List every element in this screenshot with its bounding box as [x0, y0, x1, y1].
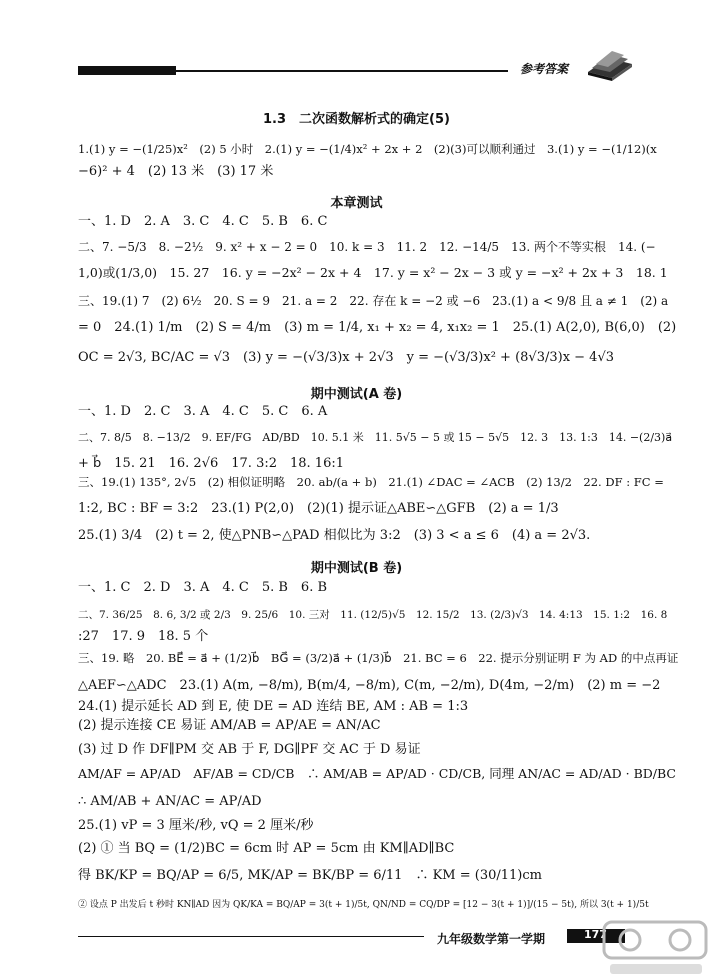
- answer-line: −6)² + 4 (2) 13 米 (3) 17 米: [78, 164, 274, 179]
- answer-line: ∴ AM/AB + AN/AC = AP/AD: [78, 794, 262, 809]
- section-title: 1.3 二次函数解析式的确定(5): [263, 112, 450, 127]
- answer-line: 二、7. 36/25 8. 6, 3/2 或 2/3 9. 25/6 10. 三对 11. (12/5)√5 12. 15/2 13. (2/3)√3 14. 4:13 15. 1:2 16. 8: [78, 609, 668, 621]
- footer-text: 九年级数学第一学期: [437, 932, 546, 946]
- section-title: 期中测试(B 卷): [310, 561, 403, 576]
- answer-line: △AEF∽△ADC 23.(1) A(m, −8/m), B(m/4, −8/m), C(m, −2/m), D(4m, −2/m) (2) m = −2: [78, 678, 661, 693]
- answer-line: + b⃗ 15. 21 16. 2√6 17. 3:2 18. 16:1: [78, 456, 344, 471]
- answer-line: 24.(1) 提示延长 AD 到 E, 使 DE = AD 连结 BE, AM : AB = 1:3: [78, 699, 469, 714]
- answer-line: (2) ① 当 BQ = (1/2)BC = 6cm 时 AP = 5cm 由 KM∥AD∥BC: [78, 841, 455, 856]
- answer-line: :27 17. 9 18. 5 个: [78, 629, 209, 644]
- answer-line: 1:2, BC : BF = 3:2 23.(1) P(2,0) (2)(1) 提示证△ABE∽△GFB (2) a = 1/3: [78, 501, 559, 516]
- answer-line: 得 BK/KP = BQ/AP = 6/5, MK/AP = BK/BP = 6/11 ∴ KM = (30/11)cm: [78, 868, 542, 883]
- answer-line: OC = 2√3, BC/AC = √3 (3) y = −(√3/3)x + 2√3 y = −(√3/3)x² + (8√3/3)x − 4√3: [78, 350, 615, 365]
- answer-line: 三、19.(1) 135°, 2√5 (2) 相似证明略 20. ab/(a + b) 21.(1) ∠DAC = ∠ACB (2) 13/2 22. DF : FC =: [78, 475, 664, 489]
- answer-line: 一、1. C 2. D 3. A 4. C 5. B 6. B: [78, 580, 328, 595]
- answer-line: AM/AF = AP/AD AF/AB = CD/CB ∴ AM/AB = AP/AD · CD/CB, 同理 AN/AC = AD/AD · BD/BC: [78, 766, 676, 781]
- answer-line: ② 设点 P 出发后 t 秒时 KN∥AD 因为 QK/KA = BQ/AP = 3(t + 1)/5t, QN/ND = CQ/DP = [12 − 3(t + 1)]/(15 − 5t), 所以 3(t + 1)/5t: [78, 900, 649, 910]
- section-title: 期中测试(A 卷): [310, 387, 403, 402]
- answer-line: 一、1. D 2. C 3. A 4. C 5. C 6. A: [78, 404, 328, 419]
- header-title: 参考答案: [520, 62, 569, 76]
- header-rule-thick: [78, 66, 176, 75]
- answer-line: = 0 24.(1) 1/m (2) S = 4/m (3) m = 1/4, x₁ + x₂ = 4, x₁x₂ = 1 25.(1) A(2,0), B(6,0) (2): [78, 320, 677, 335]
- answer-line: (2) 提示连接 CE 易证 AM/AB = AP/AE = AN/AC: [78, 718, 381, 733]
- answer-line: 1,0)或(1/3,0) 15. 27 16. y = −2x² − 2x + 4 17. y = x² − 2x − 3 或 y = −x² + 2x + 3 18. 1: [78, 265, 668, 280]
- header-rule-thin: [176, 70, 508, 72]
- section-title: 本章测试: [330, 196, 383, 211]
- answer-line: 1.(1) y = −(1/25)x² (2) 5 小时 2.(1) y = −(1/4)x² + 2x + 2 (2)(3)可以顺利通过 3.(1) y = −(1/12)(x: [78, 142, 657, 156]
- answer-line: 二、7. 8/5 8. −13/2 9. EF/FG AD/BD 10. 5.1 米 11. 5√5 − 5 或 15 − 5√5 12. 3 13. 1:3 14. −(2/3)a⃗: [78, 431, 673, 444]
- answer-line: 二、7. −5/3 8. −2½ 9. x² + x − 2 = 0 10. k = 3 11. 2 12. −14/5 13. 两个不等实根 14. (−: [78, 240, 656, 254]
- watermark-logo-icon: [600, 918, 710, 980]
- page-number: 177: [584, 928, 607, 941]
- answer-line: 25.(1) vP = 3 厘米/秒, vQ = 2 厘米/秒: [78, 818, 314, 833]
- answer-line: 三、19. 略 20. BE⃗ = a⃗ + (1/2)b⃗ BG⃗ = (3/2)a⃗ + (1/3)b⃗ 21. BC = 6 22. 提示分别证明 F 为 AD 的中点再证: [78, 651, 679, 665]
- answer-line: 三、19.(1) 7 (2) 6½ 20. S = 9 21. a = 2 22. 存在 k = −2 或 −6 23.(1) a < 9/8 且 a ≠ 1 (2) a: [78, 294, 669, 308]
- answer-line: (3) 过 D 作 DF∥PM 交 AB 于 F, DG∥PF 交 AC 于 D 易证: [78, 742, 421, 757]
- footer-rule: [78, 936, 424, 937]
- books-icon: [586, 48, 634, 82]
- answer-line: 一、1. D 2. A 3. C 4. C 5. B 6. C: [78, 214, 328, 229]
- answer-line: 25.(1) 3/4 (2) t = 2, 使△PNB∽△PAD 相似比为 3:2 (3) 3 < a ≤ 6 (4) a = 2√3.: [78, 528, 591, 543]
